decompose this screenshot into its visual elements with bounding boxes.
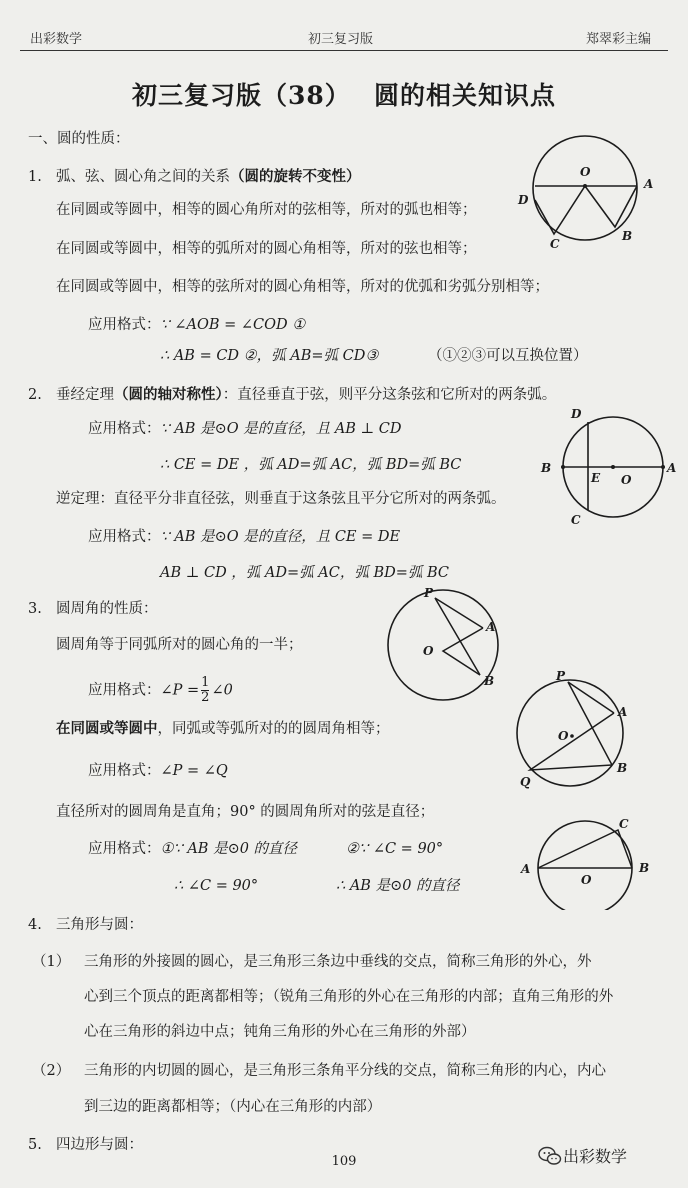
label-P: P [424, 586, 434, 600]
item-3-heading: 圆周角的性质： [56, 601, 158, 617]
item-1-heading: 弧、弦、圆心角之间的关系（圆的旋转不变性） [56, 168, 361, 185]
radii-and-chords [535, 186, 637, 234]
item-3-number: 3. [28, 601, 42, 617]
point-A [661, 465, 665, 469]
label-O: O [558, 729, 569, 743]
same-arc-rule: 在同圆或等圆中，同弧或等弧所对的的圆周角相等； [56, 720, 390, 737]
circle-outline [538, 821, 632, 910]
item-2-heading: 垂经定理（圆的轴对称性）：直径垂直于弦，则平分这条弦和它所对的两条弧。 [56, 386, 557, 403]
label-C: C [619, 817, 629, 831]
label-A: A [667, 461, 677, 475]
item-1-number: 1. [28, 169, 42, 185]
center-point [570, 734, 574, 738]
format-line-1a: 应用格式：∵ ∠AOB = ∠COD ① [88, 317, 306, 333]
label-D: D [518, 193, 529, 207]
figure-equal-central-angles [510, 130, 670, 250]
para-1-line-2: 心到三个顶点的距离都相等；（锐角三角形的外心在三角形的内部；直角三角形的外 [84, 989, 614, 1005]
label-O: O [581, 873, 592, 887]
format-line-2b: ∴ CE = DE ，弧 AD=弧 AC，弧 BD=弧 BC [160, 457, 462, 473]
format-line-6b: ②∵ ∠C = 90° [346, 841, 444, 857]
header-rule [20, 50, 668, 51]
section-heading: 一、圆的性质： [28, 131, 130, 147]
watermark-text: 出彩数学 [563, 1147, 628, 1166]
header-right: 郑翠彩主编 [586, 32, 652, 47]
header-left: 出彩数学 [30, 32, 83, 47]
figure-inscribed-angle [380, 585, 510, 705]
inscribed-angle-Q [530, 713, 614, 770]
figure-perpendicular-diameter [535, 400, 685, 530]
format-note: （①②③可以互换位置） [428, 348, 588, 364]
item-4-number: 4. [28, 917, 42, 933]
figure-equal-inscribed-angles [510, 668, 650, 793]
inscribed-angle-P [435, 598, 483, 675]
inverse-theorem: 逆定理：直径平分非直径弦，则垂直于这条弦且平分它所对的两条弧。 [56, 491, 506, 507]
central-angle-O [443, 628, 483, 675]
point-B [561, 465, 565, 469]
circle-outline [388, 590, 498, 700]
label-C: C [550, 237, 560, 250]
format-line-6c: ∴ ∠C = 90° [174, 878, 259, 894]
inscribed-angle-rule: 圆周角等于同弧所对的圆心角的一半； [56, 637, 303, 653]
para-1-line-3: 心在三角形的斜边中点；钝角三角形的外心在三角形的外部） [84, 1024, 476, 1040]
label-B: B [622, 229, 633, 243]
format-line-3b: AB ⊥ CD ，弧 AD=弧 AC，弧 BD=弧 BC [160, 565, 450, 581]
wechat-icon [538, 1146, 562, 1166]
label-C: C [571, 513, 581, 527]
para-2-line-1: 三角形的内切圆的圆心，是三角形三条角平分线的交点，简称三角形的内心，内心 [84, 1063, 606, 1079]
label-B: B [617, 761, 628, 775]
label-O: O [621, 473, 632, 487]
item-5-number: 5. [28, 1137, 42, 1153]
format-line-1b: ∴ AB = CD ②，弧 AB=弧 CD③ [160, 348, 379, 364]
label-O: O [423, 644, 434, 658]
para-1-line-1: 三角形的外接圆的圆心，是三角形三条边中垂线的交点，简称三角形的外心，外 [84, 954, 592, 970]
header-center: 初三复习版 [308, 32, 374, 47]
theorem-line-1: 在同圆或等圆中，相等的圆心角所对的弦相等，所对的弧也相等； [56, 202, 477, 218]
label-A: A [644, 177, 654, 191]
label-Q: Q [520, 775, 531, 789]
page-title: 初三复习版（38） 圆的相关知识点 [132, 81, 556, 110]
format-line-5: 应用格式：∠P = ∠Q [88, 763, 228, 779]
label-B: B [484, 674, 495, 688]
theorem-line-2: 在同圆或等圆中，相等的弧所对的圆心角相等，所对的弦也相等； [56, 241, 477, 257]
format-line-6d: ∴ AB 是⊙0 的直径 [336, 878, 460, 894]
label-A: A [521, 862, 531, 876]
format-line-6a: 应用格式：①∵ AB 是⊙0 的直径 [88, 841, 298, 857]
label-O: O [580, 165, 591, 179]
figure-semicircle-angle [515, 810, 665, 910]
label-D: D [571, 407, 582, 421]
format-line-4: 应用格式：∠P = $\frac{1}{2}$ ∠0 [88, 675, 233, 705]
theorem-line-3: 在同圆或等圆中，相等的弦所对的圆心角相等，所对的优弧和劣弧分别相等； [56, 279, 549, 295]
label-A: A [486, 620, 496, 634]
label-E: E [591, 471, 601, 485]
format-line-3a: 应用格式：∵ AB 是⊙O 是的直径，且 CE = DE [88, 529, 401, 545]
format-line-2a: 应用格式：∵ AB 是⊙O 是的直径，且 AB ⊥ CD [88, 421, 402, 437]
label-A: A [618, 705, 628, 719]
para-2-number: （2） [32, 1063, 71, 1079]
item-4-heading: 三角形与圆： [56, 917, 143, 933]
center-point [611, 465, 615, 469]
label-B: B [541, 461, 552, 475]
para-2-line-2: 到三边的距离都相等；（内心在三角形的内部） [84, 1099, 382, 1115]
item-2-number: 2. [28, 387, 42, 403]
label-P: P [556, 669, 566, 683]
label-B: B [639, 861, 650, 875]
right-angle-C [538, 830, 632, 868]
diameter-right-angle-rule: 直径所对的圆周角是直角；90° 的圆周角所对的弦是直径； [56, 804, 435, 820]
center-point [583, 184, 587, 188]
item-5-heading: 四边形与圆： [56, 1137, 143, 1153]
page-number: 109 [331, 1154, 357, 1169]
one-half-fraction: $\frac{1}{2}$ [201, 675, 210, 705]
para-1-number: （1） [32, 954, 71, 970]
